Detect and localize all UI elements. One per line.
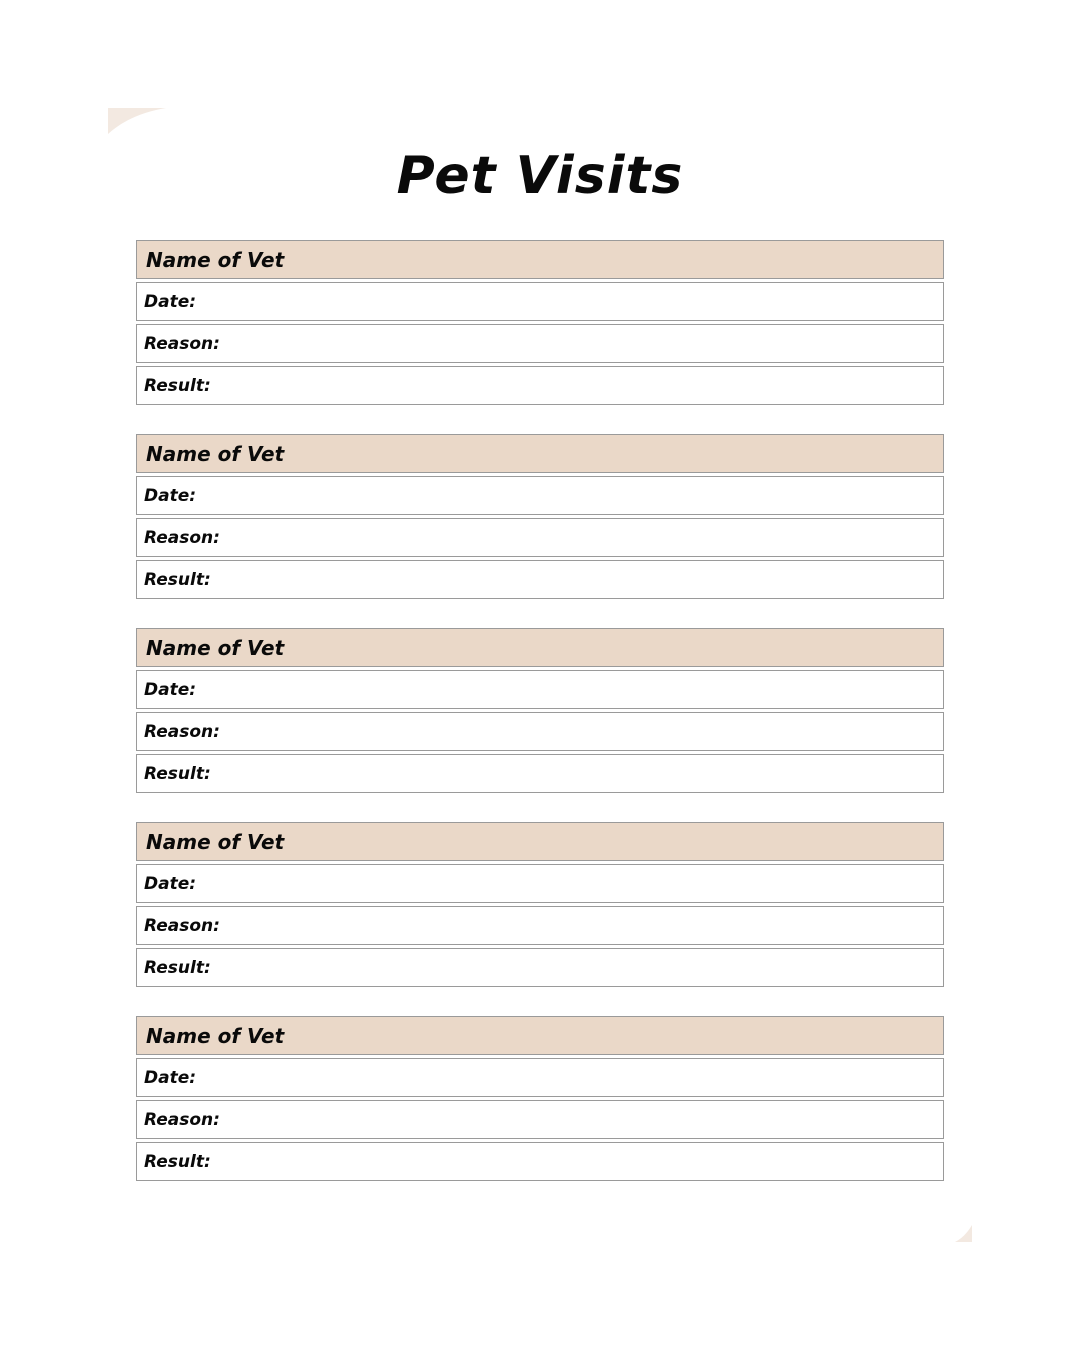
result-field[interactable] — [136, 1142, 944, 1181]
date-field[interactable] — [136, 282, 944, 321]
reason-label: Reason: — [144, 1109, 220, 1130]
vet-name-label: Name of Vet — [146, 829, 285, 854]
reason-field[interactable] — [136, 1100, 944, 1139]
vet-name-label: Name of Vet — [146, 441, 285, 466]
vet-name-field[interactable] — [136, 822, 944, 861]
date-field[interactable] — [136, 864, 944, 903]
result-label: Result: — [144, 957, 211, 978]
visit-record — [136, 628, 944, 794]
visit-record — [136, 240, 944, 406]
date-label: Date: — [144, 1067, 197, 1088]
reason-label: Reason: — [144, 721, 220, 742]
reason-field[interactable] — [136, 324, 944, 363]
date-field[interactable] — [136, 670, 944, 709]
date-label: Date: — [144, 679, 197, 700]
result-label: Result: — [144, 1151, 211, 1172]
result-label: Result: — [144, 375, 211, 396]
result-label: Result: — [144, 569, 211, 590]
reason-field[interactable] — [136, 712, 944, 751]
vet-name-field[interactable] — [136, 240, 944, 279]
vet-name-label: Name of Vet — [146, 635, 285, 660]
date-field[interactable] — [136, 1058, 944, 1097]
vet-name-label: Name of Vet — [146, 247, 285, 272]
reason-label: Reason: — [144, 915, 220, 936]
vet-name-field[interactable] — [136, 1016, 944, 1055]
visit-record — [136, 822, 944, 988]
vet-name-field[interactable] — [136, 628, 944, 667]
date-label: Date: — [144, 873, 197, 894]
date-label: Date: — [144, 291, 197, 312]
date-field[interactable] — [136, 476, 944, 515]
result-field[interactable] — [136, 560, 944, 599]
result-field[interactable] — [136, 948, 944, 987]
result-field[interactable] — [136, 754, 944, 793]
visit-record — [136, 434, 944, 600]
visit-record — [136, 1016, 944, 1182]
result-label: Result: — [144, 763, 211, 784]
result-field[interactable] — [136, 366, 944, 405]
reason-label: Reason: — [144, 527, 220, 548]
date-label: Date: — [144, 485, 197, 506]
page-title: Pet Visits — [396, 146, 684, 206]
visit-list — [136, 240, 944, 1210]
corner-decoration — [108, 108, 166, 134]
reason-label: Reason: — [144, 333, 220, 354]
vet-name-field[interactable] — [136, 434, 944, 473]
reason-field[interactable] — [136, 906, 944, 945]
reason-field[interactable] — [136, 518, 944, 557]
corner-decoration — [955, 1225, 972, 1242]
vet-name-label: Name of Vet — [146, 1023, 285, 1048]
